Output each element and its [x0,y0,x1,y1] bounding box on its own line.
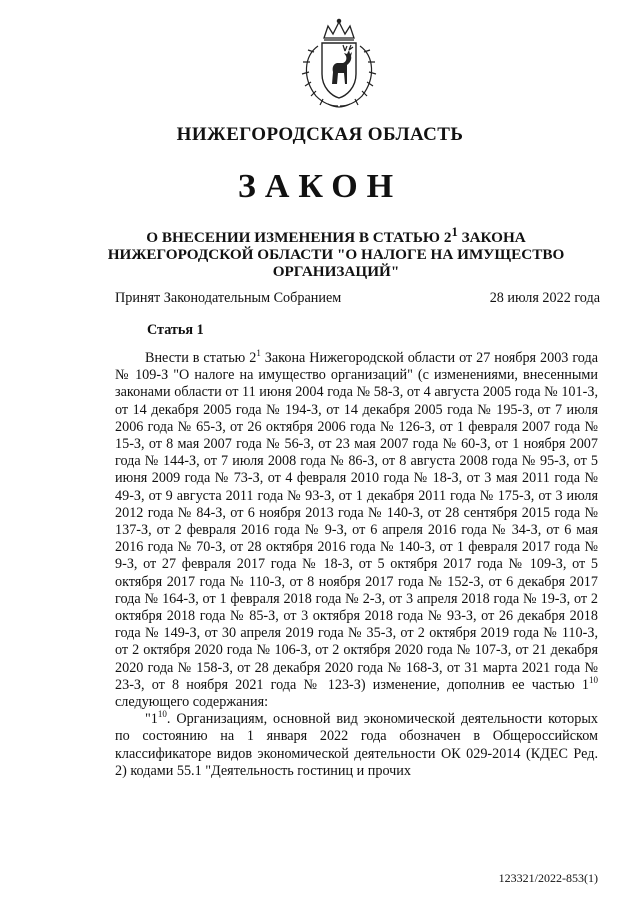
paragraph-1-sup-b: 10 [589,674,598,685]
coat-of-arms-emblem [294,18,384,110]
adoption-line [115,290,600,307]
region-title: НИЖЕГОРОДСКАЯ ОБЛАСТЬ [176,124,464,145]
paragraph-1-part-a: Внести в статью 2 [145,350,257,366]
adoption-date: 28 июля 2022 года [489,290,600,306]
paragraph-1 [115,350,598,711]
heading-superscript: 1 [451,225,458,239]
document-type-title: ЗАКОН [237,168,403,205]
paragraph-1-sup-a: 1 [256,348,261,358]
crown-icon [324,19,354,40]
article-label: Статья 1 [147,322,204,338]
document-number: 123321/2022-853(1) [498,871,598,885]
shield-icon [322,43,356,98]
law-heading [80,224,592,280]
ribbon-icon [328,104,350,107]
article-body [115,350,598,780]
paragraph-2-sup: 10 [157,709,167,720]
adopted-by: Принят Законодательным Собранием [115,290,342,306]
heading-part-1: О ВНЕСЕНИИ ИЗМЕНЕНИЯ В СТАТЬЮ 2 [146,229,452,247]
heading-part-2: ЗАКОНА НИЖЕГОРОДСКОЙ ОБЛАСТИ "О НАЛОГЕ НА ИМУЩЕСТВО ОРГАНИЗАЦИЙ" [107,229,565,281]
paragraph-2 [115,711,598,780]
paragraph-1-part-b: Закона Нижегородской области от 27 ноября 2003 года № 109-З "О налоге на имущество организаций" (с изменениями, внесенными законами области от 11 июня 2004 года № 58-З, от 4 августа 2005 года № 101-З, от 14 декабря 2005 года № 194-З, от 14 декабря 2005 года № 195-З, от 7 июля 2006 года № 65-З, от 26 октября 2006 года № 126-З, от 1 февраля 2007 года № 15-З, от 8 мая 2007 года № 56-З, от 23 мая 2007 года № 60-З, от 1 ноября 2007 года № 144-З, от 7 июля 2008 года № 86-З, от 8 августа 2008 года № 95-З, от 5 июня 2009 года № 73-З, от 4 февраля 2010 года № 18-З, от 3 мая 2011 года № 49-З, от 9 августа 2011 года № 93-З, от 1 декабря 2011 года № 175-З, от 3 июля 2012 года № 84-З, от 6 ноября 2013 года № 140-З, от 28 сентября 2015 года № 137-З, от 2 февраля 2016 года № 9-З, от 6 апреля 2016 года № 34-З, от 6 мая 2016 года № 70-З, от 28 октября 2016 года № 140-З, от 1 февраля 2017 года № 9-З, от 27 февраля 2017 года № 18-З, от 5 октября 2017 года № 109-З, от 5 октября 2017 года № 110-З, от 8 ноября 2017 года № 152-З, от 6 декабря 2017 года № 164-З, от 1 февраля 2018 года № 2-З, от 3 апреля 2018 года № 19-З, от 2 октября 2018 года № 85-З, от 3 октября 2018 года № 93-З, от 26 декабря 2018 года № 149-З, от 30 апреля 2019 года № 35-З, от 2 октября 2019 года № 110-З, от 2 октября 2020 года № 106-З, от 2 октября 2020 года № 107-З, от 21 декабря 2020 года № 158-З, от 28 декабря 2020 года № 168-З, от 31 марта 2021 года № 23-З, от 8 ноября 2021 года № 123-З) изменение, дополнив ее частью 1 [115,350,599,693]
paragraph-2-part-b: . Организациям, основной вид экономической деятельности которых по состоянию на 1 января 2022 года обозначен в Общероссийском классификаторе видов экономической деятельности ОК 029-2014 (КДЕС Ред. 2) кодами 55.1 "Деятельность гостиниц и прочих [115,711,598,779]
paragraph-2-part-a: "1 [145,711,158,728]
paragraph-1-part-c: следующего содержания: [115,694,269,711]
